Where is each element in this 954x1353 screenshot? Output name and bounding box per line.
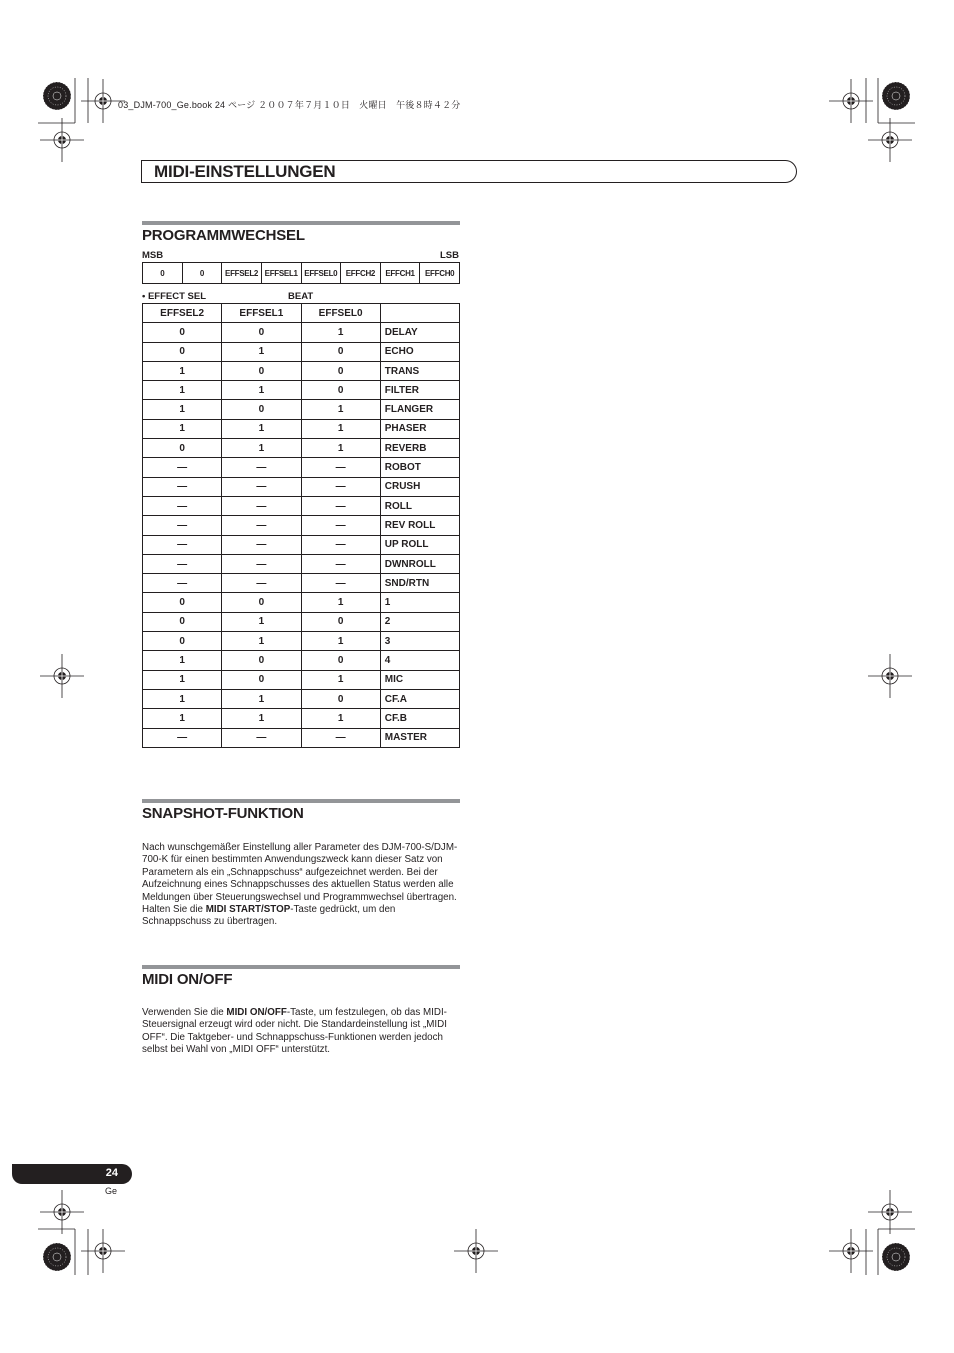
msb-label: MSB xyxy=(142,250,164,261)
page-number: 24 xyxy=(105,1167,118,1179)
bit-value-cell: 1 xyxy=(222,439,301,458)
bit-value-cell: — xyxy=(222,574,301,593)
column-header xyxy=(380,304,459,323)
table-row xyxy=(143,400,460,419)
table-row xyxy=(143,323,460,342)
table-row xyxy=(143,689,460,708)
bit-value-cell: 1 xyxy=(301,593,380,612)
bit-value-cell: — xyxy=(143,535,222,554)
bit-value-cell: — xyxy=(222,458,301,477)
chapter-header xyxy=(141,160,797,183)
bit-cell: 0 xyxy=(182,263,222,284)
bit-value-cell: 0 xyxy=(143,323,222,342)
section-rule xyxy=(142,965,460,969)
bit-value-cell: 1 xyxy=(143,361,222,380)
bit-value-cell: 1 xyxy=(222,612,301,631)
bit-cell: EFFCH0 xyxy=(420,263,460,284)
effect-name-cell: DELAY xyxy=(380,323,459,342)
table-row xyxy=(143,535,460,554)
bit-value-cell: 0 xyxy=(301,612,380,631)
lsb-label: LSB xyxy=(440,250,459,261)
bit-value-cell: — xyxy=(222,535,301,554)
section-rule xyxy=(142,799,460,803)
bit-value-cell: — xyxy=(301,728,380,747)
bit-value-cell: 0 xyxy=(301,689,380,708)
bit-value-cell: 0 xyxy=(143,342,222,361)
text-run: Verwenden Sie die xyxy=(142,1007,227,1018)
bit-value-cell: 0 xyxy=(301,651,380,670)
effect-sel-label: • EFFECT SEL xyxy=(142,291,207,302)
language-code: Ge xyxy=(105,1186,118,1196)
effect-name-cell: CF.B xyxy=(380,709,459,728)
text-run: -Taste, um festzulegen, ob das MIDI-Steuersignal erzeugt wird oder nicht. Die Standardeinstellung ist „MIDI OFF“. Die Taktgeber- und Schnappschuss-Funktionen werden jedoch selbst bei Wahl von „MIDI OFF“ unterstützt. xyxy=(142,1007,447,1056)
bit-value-cell: — xyxy=(143,477,222,496)
effect-name-cell: 1 xyxy=(380,593,459,612)
bit-value-cell: 0 xyxy=(143,439,222,458)
bit-cell: EFFSEL0 xyxy=(301,263,341,284)
table-row xyxy=(143,651,460,670)
chapter-title: MIDI-EINSTELLUNGEN xyxy=(154,162,336,181)
effect-name-cell: PHASER xyxy=(380,419,459,438)
bit-value-cell: — xyxy=(301,458,380,477)
bit-value-cell: — xyxy=(301,477,380,496)
table-row xyxy=(143,361,460,380)
page-number-tab xyxy=(12,1164,132,1184)
column-header: EFFSEL2 xyxy=(143,304,222,323)
table-row xyxy=(143,670,460,689)
text-run: -Taste gedrückt, um den Schnappschuss zu übertragen. xyxy=(142,904,396,928)
table-row xyxy=(143,342,460,361)
table-row xyxy=(143,419,460,438)
bit-value-cell: — xyxy=(301,496,380,515)
bit-value-cell: 1 xyxy=(301,670,380,689)
bit-value-cell: 0 xyxy=(222,400,301,419)
bit-value-cell: — xyxy=(143,574,222,593)
table-row xyxy=(143,632,460,651)
table-row xyxy=(143,439,460,458)
bit-value-cell: 1 xyxy=(222,419,301,438)
bit-value-cell: 0 xyxy=(222,651,301,670)
effect-name-cell: FLANGER xyxy=(380,400,459,419)
bit-value-cell: 1 xyxy=(143,651,222,670)
table-row xyxy=(143,728,460,747)
bit-layout-table xyxy=(142,262,460,284)
table-row xyxy=(143,516,460,535)
bit-value-cell: 0 xyxy=(301,361,380,380)
effect-name-cell: 3 xyxy=(380,632,459,651)
section-rule xyxy=(142,221,460,225)
effect-name-cell: MASTER xyxy=(380,728,459,747)
bit-value-cell: 1 xyxy=(222,689,301,708)
button-name-midi-start-stop: MIDI START/STOP xyxy=(205,904,291,916)
table-row xyxy=(143,381,460,400)
effect-name-cell: 4 xyxy=(380,651,459,670)
bit-value-cell: 0 xyxy=(222,323,301,342)
bit-value-cell: 1 xyxy=(222,342,301,361)
beat-label: BEAT xyxy=(288,291,314,302)
section-title-program-change: PROGRAMMWECHSEL xyxy=(142,227,305,244)
bit-value-cell: 0 xyxy=(143,632,222,651)
table-row xyxy=(143,263,460,284)
effect-name-cell: REVERB xyxy=(380,439,459,458)
bit-cell: EFFCH1 xyxy=(380,263,420,284)
bit-value-cell: 1 xyxy=(301,632,380,651)
snapshot-description xyxy=(142,842,460,929)
effect-name-cell: MIC xyxy=(380,670,459,689)
bit-value-cell: — xyxy=(143,496,222,515)
bit-value-cell: 0 xyxy=(222,593,301,612)
table-row xyxy=(143,612,460,631)
button-name-midi-onoff: MIDI ON/OFF xyxy=(226,1007,287,1018)
bit-value-cell: — xyxy=(222,516,301,535)
bit-value-cell: 1 xyxy=(143,400,222,419)
midi-onoff-description xyxy=(142,1007,460,1057)
table-row xyxy=(143,574,460,593)
bit-value-cell: 0 xyxy=(301,381,380,400)
bit-value-cell: 1 xyxy=(301,709,380,728)
bit-cell: EFFCH2 xyxy=(341,263,381,284)
column-header: EFFSEL0 xyxy=(301,304,380,323)
effect-name-cell: 2 xyxy=(380,612,459,631)
bit-value-cell: 0 xyxy=(222,670,301,689)
table-header-row xyxy=(143,304,460,323)
bit-value-cell: 1 xyxy=(301,439,380,458)
bit-value-cell: 0 xyxy=(301,342,380,361)
bit-value-cell: — xyxy=(222,728,301,747)
text-run: Nach wunschgemäßer Einstellung aller Parameter des DJM-700-S/DJM-700-K für einen bestimmten Anwendungszweck kann dieser Satz von Parametern als ein „Schnappschuss“ aufgezeichnet werden. Bei der Aufzeichnung eines Schnappschusses des aktuellen Status werden alle Meldungen über Steuerungswechsel und Programmwechsel übertragen. Halten Sie die xyxy=(142,842,458,916)
bit-value-cell: 1 xyxy=(222,381,301,400)
bit-value-cell: 1 xyxy=(143,709,222,728)
bit-value-cell: 1 xyxy=(143,381,222,400)
bit-value-cell: 1 xyxy=(301,419,380,438)
table-row xyxy=(143,477,460,496)
table-row xyxy=(143,554,460,573)
table-row xyxy=(143,458,460,477)
bit-value-cell: — xyxy=(222,496,301,515)
effect-name-cell: UP ROLL xyxy=(380,535,459,554)
effect-name-cell: REV ROLL xyxy=(380,516,459,535)
section-title-midi-onoff: MIDI ON/OFF xyxy=(142,971,233,988)
bit-cell: EFFSEL2 xyxy=(222,263,262,284)
bit-value-cell: 1 xyxy=(301,400,380,419)
bit-value-cell: 1 xyxy=(301,323,380,342)
effect-name-cell: CRUSH xyxy=(380,477,459,496)
bit-value-cell: — xyxy=(143,516,222,535)
bit-value-cell: 1 xyxy=(143,670,222,689)
effect-name-cell: ROLL xyxy=(380,496,459,515)
bit-cell: EFFSEL1 xyxy=(261,263,301,284)
bit-cell: 0 xyxy=(143,263,183,284)
bit-value-cell: — xyxy=(301,554,380,573)
bit-value-cell: 0 xyxy=(143,612,222,631)
effect-name-cell: FILTER xyxy=(380,381,459,400)
bit-value-cell: — xyxy=(143,728,222,747)
bit-value-cell: — xyxy=(301,516,380,535)
bit-value-cell: — xyxy=(143,554,222,573)
table-row xyxy=(143,593,460,612)
effect-name-cell: CF.A xyxy=(380,689,459,708)
bit-value-cell: — xyxy=(222,554,301,573)
bit-value-cell: — xyxy=(143,458,222,477)
bit-value-cell: — xyxy=(301,574,380,593)
bit-value-cell: 1 xyxy=(222,632,301,651)
table-row xyxy=(143,496,460,515)
effect-name-cell: TRANS xyxy=(380,361,459,380)
effect-select-table xyxy=(142,303,460,748)
effect-name-cell: SND/RTN xyxy=(380,574,459,593)
effect-name-cell: ROBOT xyxy=(380,458,459,477)
bit-value-cell: 1 xyxy=(222,709,301,728)
bit-value-cell: 1 xyxy=(143,689,222,708)
bit-value-cell: 0 xyxy=(143,593,222,612)
print-header: 03_DJM-700_Ge.book 24 ページ ２００７年７月１０日 火曜日 午後８時４２分 xyxy=(118,100,461,110)
effect-name-cell: DWNROLL xyxy=(380,554,459,573)
section-title-snapshot: SNAPSHOT-FUNKTION xyxy=(142,805,304,822)
effect-name-cell: ECHO xyxy=(380,342,459,361)
column-header: EFFSEL1 xyxy=(222,304,301,323)
bit-value-cell: — xyxy=(222,477,301,496)
bit-value-cell: 0 xyxy=(222,361,301,380)
bit-value-cell: 1 xyxy=(143,419,222,438)
table-row xyxy=(143,709,460,728)
bit-value-cell: — xyxy=(301,535,380,554)
